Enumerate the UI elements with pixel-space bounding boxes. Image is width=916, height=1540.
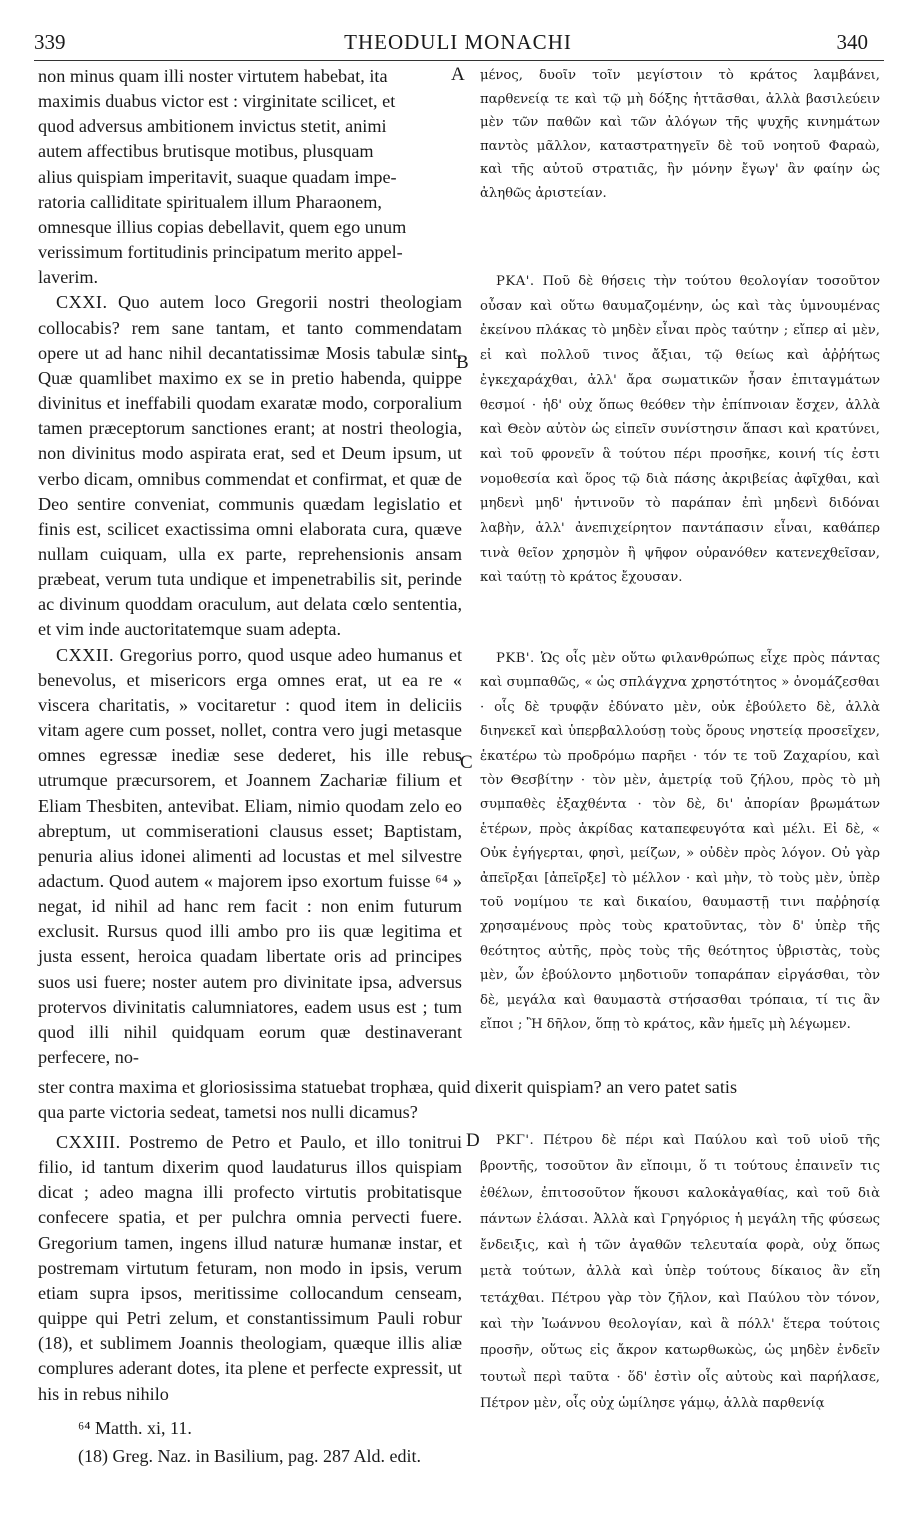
latin-paragraph-cxxii <box>38 643 462 1071</box>
margin-mark-b: B <box>456 352 469 373</box>
latin-line: maximis duabus victor est : virginitate scilicet, et <box>38 91 396 112</box>
paragraph-text: Πέτρου δὲ πέρι καὶ Παύλου καὶ τοῦ υἱοῦ τῆς βροντῆς, τοσοῦτον ἂν εἴποιμι, ὅ τι τούτους ἐπαινεῖν τις ἐθέλων, ἐπιτοσοῦτον ἥκουσι καλοκἀγαθίας, καὶ τοῦ διὰ πάντων ἐλάσαι. Ἀλλὰ καὶ Γρηγόριος ἡ μεγάλη τῆς φύσεως ἔνδειξις, καὶ ἡ τῶν ἀγαθῶν τελευταία φορὰ, οὐχ ὅπως μετὰ τούτων, ἀλλὰ καὶ ὑπὲρ τούτους δίκαιος ἂν εἴη τετάχθαι. Πέτρου γὰρ τὸν ζῆλον, καὶ Παύλου τὸν τόνον, καὶ τὴν Ἰωάννου θεολογίαν, καὶ ἃ πόλλ' ἕτερα τούτοις προσῆν, οὕτως εἰς ἄκρον κατωρθωκὼς, ὡς μηδὲν ἐνδεῖν τουτωῒ περὶ ταῦτα · ὅδ' ἐστὶν οἷς αὐτοὺς καὶ παρήλασε, Πέτρον μὲν, οἷς οὐχ ὡμίλησε γάμῳ, ἀλλὰ παρθενίᾳ <box>480 1133 880 1411</box>
latin-line: omnesque illius copias debellavit, quem ego unum <box>38 216 407 237</box>
paragraph-text: Ποῦ δὲ θήσεις τὴν τούτου θεολογίαν τοσοῦτον οὖσαν καὶ οὕτω θαυμαζομένην, ὡς καὶ τὰς ὑμνουμένας ἐκείνου πλάκας τὸ μηδὲν εἶναι πρὸς ταύτην ; εἴπερ αἱ μὲν, εἰ καὶ πολλοῦ τινος ἄξιαι, τῷ θείως καὶ ἀῤῥήτως ἐγκεχαράχθαι, ἀλλ' ἄρα σωματικῶν ἦσαν ἐπιταγμάτων θεσμοί · ἡδ' οὐχ ὅπως θεόθεν τὴν ἐπίπνοιαν ἔσχεν, ἀλλὰ καὶ Θεὸν αὐτὸν ὡς εἰπεῖν συνίστησιν ἅπασι καὶ κρατύνει, καὶ τοῦ φρονεῖν ἃ τούτου πέρι προσῆκε, κοινή τίς ἐστι νομοθεσία καὶ ὅρος τῷ διὰ πάσης ἀκριβείας ἀφῖχθαι, καὶ μηδενὶ μηδ' ἡντινοῦν τὸ παράπαν ἐπὶ μηδενὶ διδόναι λαβὴν, ἀλλ' ἀνεπιχείρητον παντάπασιν εἶναι, καθάπερ τινὰ θεῖον χρησμὸν ἢ ψῆφον οὐρανόθεν κατενεχθεῖσαν, καὶ ταύτῃ τὸ κράτος ἔχουσαν. <box>480 274 880 586</box>
paragraph-text: Ὡς οἷς μὲν οὕτω φιλανθρώπως εἶχε πρὸς πάντας καὶ συμπαθῶς, « ὡς σπλάγχνα χρηστότητος » ὀνομάζεσθαι · οἷς δὲ τρυφᾷν ἐδύνατο μὲν, οὐκ ἐβούλετο δὲ, ἀλλὰ διηνεκεῖ καὶ ὑπερβαλλούσῃ τοὺς ὅρους νηστείᾳ προσεῖχεν, ἑκατέρω τὼ προδρόμω παρῆει · τόν τε τοῦ Ζαχαρίου, καὶ τὸν Θεσβίτην · τὸν μὲν, ἀμετρίᾳ τοῦ ζήλου, πρὸς τὸ μὴ συμπαθὲς ἐξαχθέντα · τὸν δὲ, δι' ἀπορίαν βρωμάτων ἑτέρων, πρὸς ἀκρίδας καταπεφευγότα καὶ μέλι. Εἰ δὲ, « Οὐκ ἐγήγερται, φησὶ, μείζων, » οὐδὲν πρὸς λόγον. Οὐ γὰρ ἀπεῖρξαι [ἀπεῖρξε] τὸ μέλλον · καὶ μὴν, τὸ τοὺς μὲν, ὑπὲρ τοῦ νομίμου τε καὶ δικαίου, θαυμαστῇ τινι παῤῥησίᾳ χρησαμένους πρὸς τοὺς κρατοῦντας, τὸν δ' ὑπὲρ τῆς θεότητος αὐτῆς, πρὸς τοὺς τῆς θεότητος ὑβριστὰς, τοὺς μὲν, ὧν ἐβούλοντο μηδοτιοῦν τοπαράπαν εἰργάσθαι, τὸν δὲ, μεγάλα καὶ θαυμαστὰ στήσασθαι τρόπαια, τί τις ἂν εἴποι ; Ἢ δῆλον, ὅπῃ τὸ κράτος, κἂν ἡμεῖς μὴ λέγωμεν. <box>480 651 880 1033</box>
greek-paragraph-rka <box>480 270 880 591</box>
latin-paragraph-cxxi <box>38 290 462 642</box>
greek-paragraph-rkb <box>480 647 880 1038</box>
margin-mark-c: C <box>460 752 473 773</box>
paragraph-number: ΡΚΒ'. <box>496 651 535 666</box>
latin-line: ratoria calliditate spiritualem illum Pharaonem, <box>38 191 382 212</box>
latin-line: non minus quam illi noster virtutem habebat, ita <box>38 66 388 86</box>
footnote: (18) Greg. Naz. in Basilium, pag. 287 Ald. edit. <box>78 1446 421 1466</box>
latin-column <box>38 64 462 1070</box>
greek-paragraph-rkg <box>480 1128 880 1417</box>
header-rule <box>34 60 884 61</box>
running-title: THEODULI MONACHI <box>344 30 572 54</box>
latin-line: verissimum fortitudinis principatum merito appel- <box>38 242 403 263</box>
paragraph-text: Quo autem loco Gregorii nostri theologiam collocabis? rem sane tantam, et tanto commendatam opere ut ad hanc nihil decantatissimæ Mosis tabulæ sint. Quæ quamlibet maximo ex se in pretio habenda, quippe divinitus et ineffabili quodam exaratæ modo, corporalium tamen præceptorum sanctiones erant; at nostri theologia, non divinitus modo aspirata erat, sed et Deum ipsum, ut verbo dicam, omnibus commendat et confirmat, et quæ de Deo sentire conveniat, communis quædam legislatio et finis est, scilicet exactissima omni elaborata cura, quæve nullam cuiquam, ulla ex parte, reprehensionis ansam præbeat, verum tuta undique et impenetrabilis sit, perinde ac divinum quoddam oraculum, aut delata cœlo sententia, et vim inde auctoritatemque suam adepta. <box>38 292 462 640</box>
page-number-left: 339 <box>34 30 66 54</box>
latin-paragraph-cxxiii <box>38 1130 462 1407</box>
latin-line: autem affectibus brutisque motibus, plusquam <box>38 141 374 162</box>
paragraph-text: μένος, δυοῖν τοῖν μεγίστοιν τὸ κράτος λαμβάνει, παρθενείᾳ τε καὶ τῷ μὴ δόξης ἡττᾶσθαι, ἀλλὰ βασιλεύειν μὲν τῶν παθῶν καὶ τῶν ἀλόγων τῆς ψυχῆς κινημάτων παντὸς μᾶλλον, καταστρατηγεῖν δὲ τοῦ νοητοῦ Φαραὼ, καὶ τῆς αὐτοῦ στρατιᾶς, ἣν μόνην ἔγωγ' ἂν φαίην ὡς ἀληθῶς ἀριστείαν. <box>480 68 880 201</box>
paragraph-number: ΡΚΑ'. <box>496 274 535 289</box>
paragraph-number: CXXII. <box>56 644 115 665</box>
latin-opening-lines <box>38 64 462 290</box>
paragraph-number: CXXI. <box>56 292 108 313</box>
paragraph-text: Postremo de Petro et Paulo, et illo tonitrui filio, id tantum dixerim quod laudaturus illos quispiam dicat ; adeo magna illi profecto virtutis probitatisque confecere spatia, et per pulchra omnia pervecti fuere. Gregorium tamen, ingens illud naturæ humanæ instar, et postremam virtutum feturam, non modo in ipsis, verum etiam supra ipsos, meritissime collocandum censeam, quippe qui Petri zelum, et constantissimum Pauli robur (18), et sublimem Joannis theologiam, quæque illis aliæ complures aderant dotes, ita plene et perfecte expressit, ut his in rebus nihilo <box>38 1132 463 1404</box>
latin-column-lower <box>38 1130 462 1407</box>
paragraph-number: CXXIII. <box>56 1132 121 1152</box>
latin-line: quod adversus ambitionem invictus stetit, animi <box>38 116 387 137</box>
full-width-line: ster contra maxima et gloriosissima statuebat trophæa, quid dixerit quispiam? an vero patet satis <box>38 1077 738 1097</box>
margin-mark-a: A <box>451 64 465 85</box>
latin-line: alius quispiam imperitavit, suaque quadam impe- <box>38 166 397 187</box>
paragraph-text: Gregorius porro, quod usque adeo humanus et benevolus, et misericors erga omnes erat, ut ea re « viscera charitatis, » vocitaretur : quod item in deliciis vitam agere cum posset, nollet, contra vero jugi metasque omnes egressæ inediæ sese dederet, his ille rebus utrumque præcursorem, et Joannem Zachariæ filium et Eliam Thesbiten, antevibat. Eliam, nimio quodam zelo eo abreptum, ut commiserationi clausus esset; Baptistam, penuria alius idonei alimenti ad locustas et mel silvestre adactum. Quod autem « majorem ipso exortum fuisse ⁶⁴ » negat, id nihil ad hanc rem facit : non enim futurum exclusit. Rursus quod illi ambo pro iis quæ legitima et justa essent, heroica quadam libertate oris ad principes suos usi fuere; noster autem pro divinitate ipsa, adversus protervos divinitatis calumniatores, eadem usus est ; tum quod illi nihil quidquam eorum quæ destinaverant perfecere, no- <box>38 644 462 1068</box>
paragraph-number: ΡΚΓ'. <box>496 1133 535 1148</box>
page-number-right: 340 <box>836 30 868 54</box>
footnote: ⁶⁴ Matth. xi, 11. <box>78 1418 192 1438</box>
full-width-lines <box>38 1075 888 1125</box>
latin-line: laverim. <box>38 267 99 288</box>
greek-paragraph-continuation <box>480 64 880 206</box>
margin-mark-d: D <box>466 1130 480 1151</box>
full-width-line: qua parte victoria sedeat, tametsi nos nulli dicamus? <box>38 1102 418 1122</box>
